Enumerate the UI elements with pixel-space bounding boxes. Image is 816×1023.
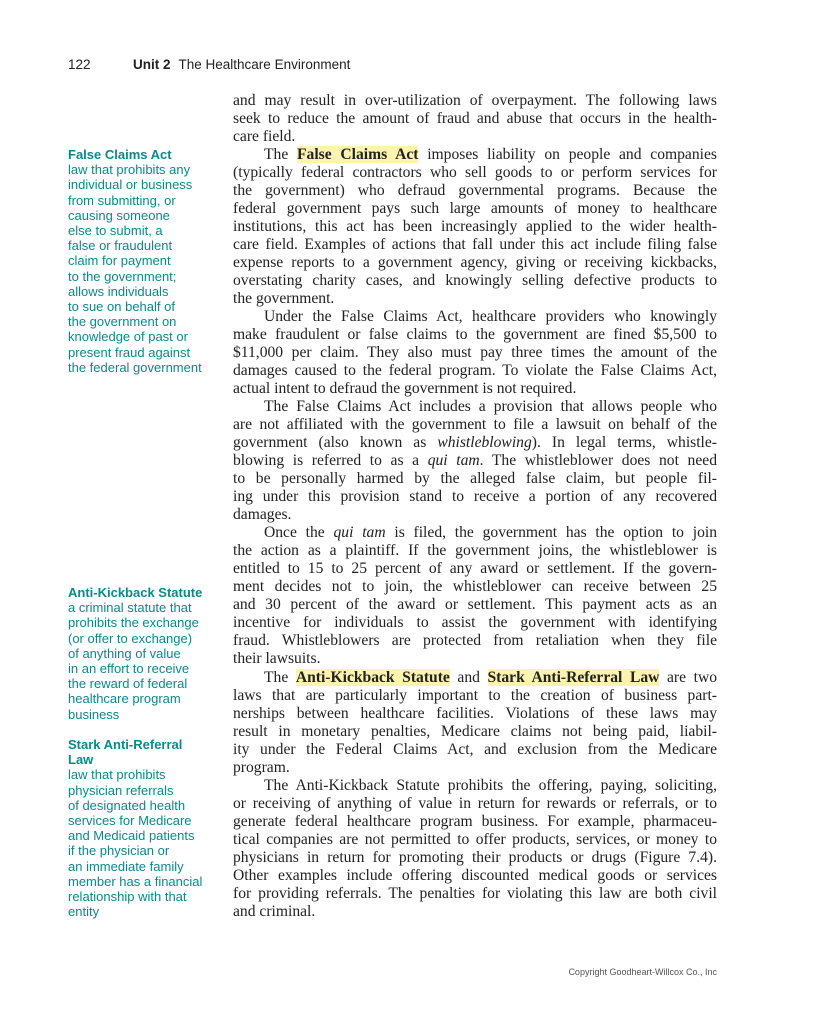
glossary-definition-line: if the physician or xyxy=(68,843,170,859)
text-line xyxy=(233,777,717,795)
text-run: fraud. Whistleblowers are protected from retaliation when they file xyxy=(233,632,717,650)
text-run: and 30 percent of the award or settlement. This payment acts as an xyxy=(233,596,717,614)
text-line xyxy=(233,110,717,128)
text-run: The xyxy=(264,668,296,686)
text-run: Once the xyxy=(264,524,334,542)
text-run: and may result in over-utilization of overpayment. The following laws xyxy=(233,92,717,109)
text-run: institutions, this act has been increasingly applied to the wider health- xyxy=(233,218,717,236)
text-line xyxy=(233,741,717,759)
text-line xyxy=(233,218,717,236)
text-line xyxy=(233,596,717,614)
text-line xyxy=(233,632,717,650)
text-line xyxy=(233,524,717,542)
text-line xyxy=(233,92,717,110)
glossary-term: Stark Anti-Referral xyxy=(68,737,183,752)
text-line xyxy=(233,560,717,578)
text-run: Under the False Claims Act, healthcare providers who knowingly xyxy=(264,308,717,326)
text-line xyxy=(233,200,717,218)
paragraph xyxy=(233,524,717,668)
text-line xyxy=(233,398,717,416)
glossary-term: Anti-Kickback Statute xyxy=(68,585,203,600)
text-run: for providing referrals. The penalties for violating this law are both civil xyxy=(233,884,717,902)
text-line xyxy=(233,578,717,596)
glossary-definition-line: prohibits the exchange xyxy=(68,615,199,631)
text-run: tical companies are not permitted to offer products, services, or money to xyxy=(233,830,717,848)
text-run: are two xyxy=(659,668,718,686)
text-line xyxy=(233,272,717,290)
text-run: expense reports to a government agency, giving or receiving kickbacks, xyxy=(233,254,717,272)
glossary-anti-kickback-statute xyxy=(68,585,218,722)
glossary-definition-line: (or offer to exchange) xyxy=(68,630,193,646)
text-run: blowing is referred to as a xyxy=(233,452,428,470)
glossary-definition-line: knowledge of past or xyxy=(68,329,188,345)
page-number: 122 xyxy=(68,57,91,72)
text-line xyxy=(233,885,717,903)
glossary-definition-line: member has a financial xyxy=(68,873,203,889)
text-line xyxy=(233,380,717,398)
text-run: and xyxy=(449,668,488,686)
text-run: is filed, the government has the option to join xyxy=(385,524,718,542)
text-run: make fraudulent or false claims to the government are fined $5,500 to xyxy=(233,326,717,344)
text-line xyxy=(233,362,717,380)
text-line xyxy=(233,254,717,272)
glossary-false-claims-act xyxy=(68,147,218,375)
text-line xyxy=(233,416,717,434)
text-run: and criminal. xyxy=(233,902,316,920)
glossary-definition-line: false or fraudulent xyxy=(68,238,173,254)
text-run: The xyxy=(264,146,297,164)
text-run: the government) who defraud governmental programs. Because the xyxy=(233,182,717,200)
text-run: ment decides not to join, the whistleblower can receive between 25 xyxy=(233,578,717,596)
glossary-definition-line: present fraud against xyxy=(68,344,191,360)
italic-term: qui tam xyxy=(427,452,480,470)
key-term: False Claims Act xyxy=(297,146,419,164)
text-line xyxy=(233,759,717,777)
glossary-definition-line: individual or business xyxy=(68,177,193,193)
text-run: ity under the Federal Claims Act, and exclusion from the Medicare xyxy=(233,740,717,758)
glossary-term: False Claims Act xyxy=(68,147,172,162)
text-line xyxy=(233,452,717,470)
paragraph xyxy=(233,669,717,777)
text-run: care field. xyxy=(233,128,296,146)
key-term: Stark Anti-Referral Law xyxy=(487,668,660,686)
glossary-definition-line: causing someone xyxy=(68,207,170,223)
text-run: overstating charity cases, and knowingly selling defective products to xyxy=(233,272,717,290)
text-run: actual intent to defraud the government is not required. xyxy=(233,380,577,398)
unit-label: Unit 2 xyxy=(133,57,171,72)
text-run: program. xyxy=(233,758,290,776)
paragraph xyxy=(233,146,717,308)
glossary-definition-line: of designated health xyxy=(68,797,186,813)
text-run: are not affiliated with the government to file a lawsuit on behalf of the xyxy=(233,416,717,434)
text-line xyxy=(233,326,717,344)
text-line xyxy=(233,344,717,362)
glossary-definition-line: claim for payment xyxy=(68,253,171,269)
running-header xyxy=(68,57,350,72)
text-line xyxy=(233,795,717,813)
text-line xyxy=(233,470,717,488)
text-run: damages. xyxy=(233,506,292,524)
text-run: care field. Examples of actions that fall under this act include filing false xyxy=(233,236,717,254)
italic-term: whistleblowing xyxy=(437,434,532,452)
glossary-definition-line: to sue on behalf of xyxy=(68,299,175,315)
copyright-notice: Copyright Goodheart-Willcox Co., Inc xyxy=(568,967,717,977)
text-run: nerships between healthcare facilities. Violations of these laws may xyxy=(233,704,717,722)
text-run: $11,000 per claim. They also must pay three times the amount of the xyxy=(233,344,717,362)
text-line xyxy=(233,182,717,200)
text-line xyxy=(233,542,717,560)
text-run: to be personally harmed by the alleged false claim, but people fil- xyxy=(233,470,717,488)
paragraph xyxy=(233,92,717,146)
glossary-definition-line: of anything of value xyxy=(68,645,181,661)
text-line xyxy=(233,849,717,867)
text-run: federal government pays such large amounts of money to healthcare xyxy=(233,200,717,218)
text-line xyxy=(233,128,717,146)
glossary-definition-line: a criminal statute that xyxy=(68,600,192,616)
glossary-definition-line: and Medicaid patients xyxy=(68,828,195,844)
text-line xyxy=(233,813,717,831)
glossary-definition-line: else to submit, a xyxy=(68,223,163,239)
glossary-term: Law xyxy=(68,752,94,768)
text-run: imposes liability on people and companies xyxy=(418,146,717,164)
text-line xyxy=(233,488,717,506)
text-line xyxy=(233,236,717,254)
text-line xyxy=(233,669,717,687)
glossary-definition-line: the federal government xyxy=(68,359,202,375)
text-run: generate federal healthcare program business. For example, pharmaceu- xyxy=(233,812,717,830)
text-run: entitled to 15 to 25 percent of any award or settlement. If the govern- xyxy=(233,560,717,578)
text-line xyxy=(233,705,717,723)
italic-term: qui tam xyxy=(333,524,386,542)
key-term: Anti-Kickback Statute xyxy=(295,668,450,686)
text-run: physicians in return for promoting their products or drugs (Figure 7.4). xyxy=(233,848,717,866)
text-line xyxy=(233,290,717,308)
glossary-definition-line: services for Medicare xyxy=(68,813,192,829)
glossary-definition-line: in an effort to receive xyxy=(68,661,190,677)
text-run: damages caused to the federal program. To violate the False Claims Act, xyxy=(233,362,717,380)
glossary-stark-anti-referral-law xyxy=(68,737,218,919)
text-line xyxy=(233,831,717,849)
unit-title: The Healthcare Environment xyxy=(178,57,351,72)
text-run: . The whistleblower does not need xyxy=(479,452,717,470)
text-run: seek to reduce the amount of fraud and abuse that occurs in the health- xyxy=(233,110,717,128)
text-run: or receiving of anything of value in return for rewards or referrals, or to xyxy=(233,794,717,812)
glossary-definition-line: law that prohibits any xyxy=(68,162,191,178)
text-line xyxy=(233,146,717,164)
body-text xyxy=(233,92,717,921)
glossary-definition-line: allows individuals xyxy=(68,283,169,299)
text-run: Other examples include offering discounted medical goods or services xyxy=(233,866,717,884)
text-run: the government. xyxy=(233,290,335,308)
glossary-definition-line: law that prohibits xyxy=(68,767,166,783)
text-run: The False Claims Act includes a provision that allows people who xyxy=(264,398,717,416)
glossary-definition-line: physician referrals xyxy=(68,782,174,798)
text-line xyxy=(233,867,717,885)
glossary-definition-line: to the government; xyxy=(68,268,177,284)
glossary-definition-line: entity xyxy=(68,904,100,920)
text-line xyxy=(233,723,717,741)
paragraph xyxy=(233,308,717,398)
text-run: their lawsuits. xyxy=(233,650,321,668)
text-line xyxy=(233,434,717,452)
glossary-definition-line: an immediate family xyxy=(68,858,184,874)
text-line xyxy=(233,308,717,326)
text-line xyxy=(233,903,717,921)
text-run: the action as a plaintiff. If the government joins, the whistleblower is xyxy=(233,542,717,560)
text-line xyxy=(233,164,717,182)
text-run: The Anti-Kickback Statute prohibits the offering, paying, soliciting, xyxy=(264,776,717,794)
text-line xyxy=(233,506,717,524)
text-line xyxy=(233,687,717,705)
glossary-definition-line: the reward of federal xyxy=(68,676,188,692)
text-run: laws that are particularly important to the creation of business part- xyxy=(233,686,717,704)
text-run: ). In legal terms, whistle- xyxy=(531,434,718,452)
glossary-definition-line: relationship with that xyxy=(68,889,187,905)
text-run: result in monetary penalties, Medicare claims not being paid, liabil- xyxy=(233,722,717,740)
text-line xyxy=(233,650,717,668)
text-run: government (also known as xyxy=(233,434,438,452)
text-run: incentive for individuals to assist the government with identifying xyxy=(233,614,717,632)
glossary-definition-line: business xyxy=(68,706,120,722)
glossary-definition-line: the government on xyxy=(68,314,177,330)
paragraph xyxy=(233,398,717,524)
glossary-definition-line: healthcare program xyxy=(68,691,181,707)
glossary-definition-line: from submitting, or xyxy=(68,192,176,208)
text-run: (typically federal contractors who sell goods to or perform services for xyxy=(233,164,717,182)
text-line xyxy=(233,614,717,632)
paragraph xyxy=(233,777,717,921)
text-run: ing under this provision stand to receive a portion of any recovered xyxy=(233,488,717,506)
